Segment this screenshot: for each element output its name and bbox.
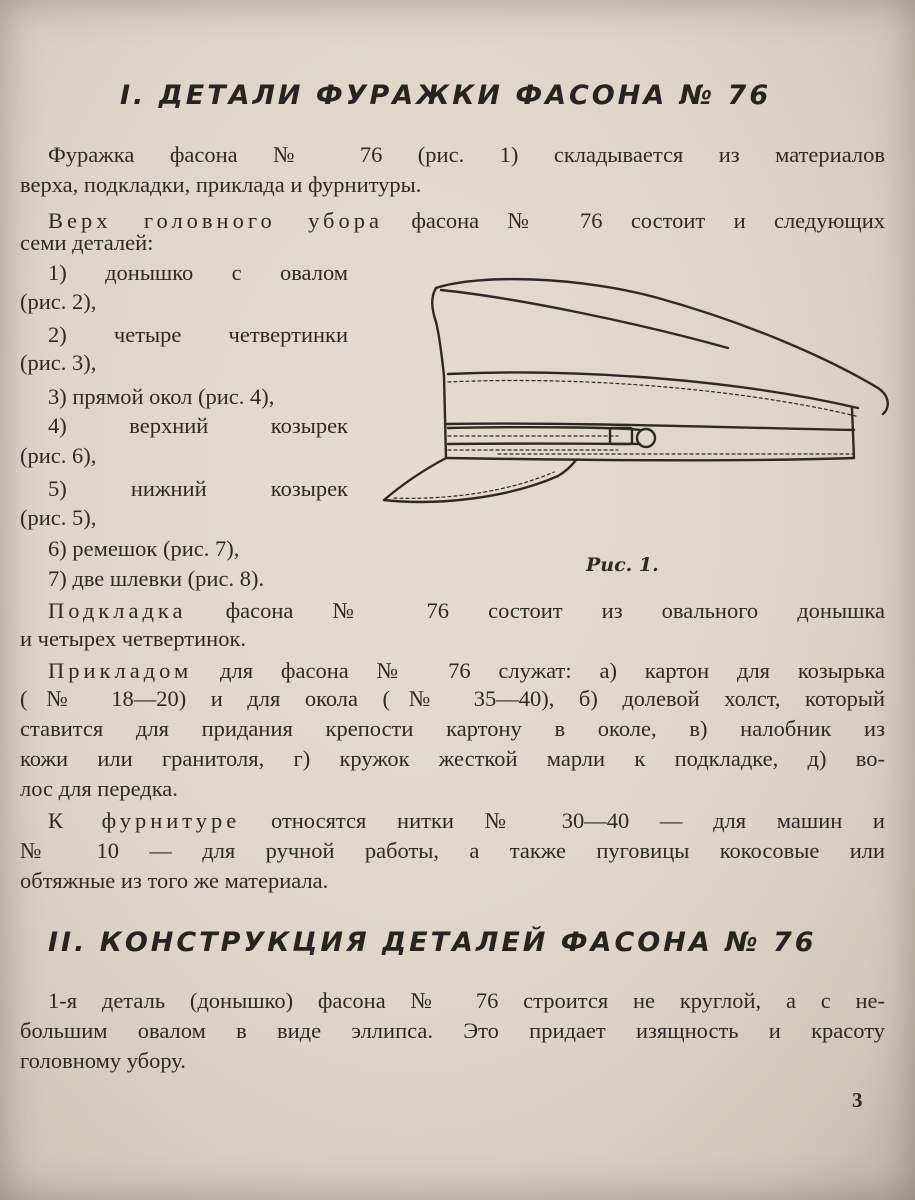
paragraph-4-line-4: кожи или гранитоля, г) кружок жесткой марли к подкладке, д) во- xyxy=(20,746,885,771)
figure-caption: Рис. 1. xyxy=(586,554,659,576)
paragraph-5-line-3: обтяжные из того же материала. xyxy=(20,868,329,893)
paragraph-4-rest: для фасона № 76 служат: а) картон для козырька xyxy=(192,658,885,683)
paragraph-5-line-2: № 10 — для ручной работы, а также пуговицы кокосовые или xyxy=(20,838,885,863)
list-item-6: 6) ремешок (рис. 7), xyxy=(48,536,240,561)
paragraph-5-line-1 xyxy=(48,806,885,836)
list-item-2: 2) четыре четвертинки xyxy=(48,322,348,347)
spaced-phrase: Подкладка xyxy=(48,598,187,623)
list-item-2-cont: (рис. 3), xyxy=(20,350,97,375)
spaced-phrase: Прикладом xyxy=(48,658,193,683)
paragraph-2-rest: фасона № 76 состоит и следующих xyxy=(382,208,885,233)
paragraph-5-rest: относятся нитки № 30—40 — для машин и xyxy=(240,808,885,833)
list-item-5: 5) нижний козырек xyxy=(48,476,348,501)
section-2-heading: II. КОНСТРУКЦИЯ ДЕТАЛЕЙ ФАСОНА № 76 xyxy=(48,927,817,958)
paragraph-3-rest: фасона № 76 состоит из овального донышка xyxy=(186,598,885,623)
paragraph-4-line-1 xyxy=(48,656,885,686)
spaced-phrase: Верх головного убора xyxy=(48,208,383,233)
list-item-1: 1) донышко с овалом xyxy=(48,260,348,285)
paragraph-3-line-2: и четырех четвертинок. xyxy=(20,626,247,651)
paragraph-1-line-2: верха, подкладки, приклада и фурнитуры. xyxy=(20,172,422,197)
section-1-heading: I. ДЕТАЛИ ФУРАЖКИ ФАСОНА № 76 xyxy=(120,80,772,111)
list-item-5-cont: (рис. 5), xyxy=(20,505,97,530)
paragraph-1-line-1: Фуражка фасона № 76 (рис. 1) складывается из материалов xyxy=(48,142,885,167)
list-item-7: 7) две шлевки (рис. 8). xyxy=(48,566,265,591)
spaced-phrase: К фурнитуре xyxy=(48,808,241,833)
paragraph-3-line-1 xyxy=(48,596,885,626)
paragraph-4-line-5: лос для передка. xyxy=(20,776,178,801)
list-item-4-cont: (рис. 6), xyxy=(20,443,97,468)
paragraph-2-line-2: семи деталей: xyxy=(20,230,154,255)
list-item-1-cont: (рис. 2), xyxy=(20,289,97,314)
section-2-paragraph-line-3: головному убору. xyxy=(20,1048,186,1073)
list-item-3: 3) прямой окол (рис. 4), xyxy=(48,384,275,409)
cap-drawing-icon xyxy=(378,268,896,518)
section-2-paragraph-line-1: 1-я деталь (донышко) фасона № 76 строится не круглой, а с не- xyxy=(48,988,885,1013)
paragraph-4-line-2: (№ 18—20) и для окола (№ 35—40), б) долевой холст, который xyxy=(20,686,885,711)
section-2-paragraph-line-2: большим овалом в виде эллипса. Это придает изящность и красоту xyxy=(20,1018,885,1043)
paragraph-4-line-3: ставится для придания крепости картону в околе, в) налобник из xyxy=(20,716,885,741)
list-item-4: 4) верхний козырек xyxy=(48,413,348,438)
page-number: 3 xyxy=(852,1088,863,1112)
